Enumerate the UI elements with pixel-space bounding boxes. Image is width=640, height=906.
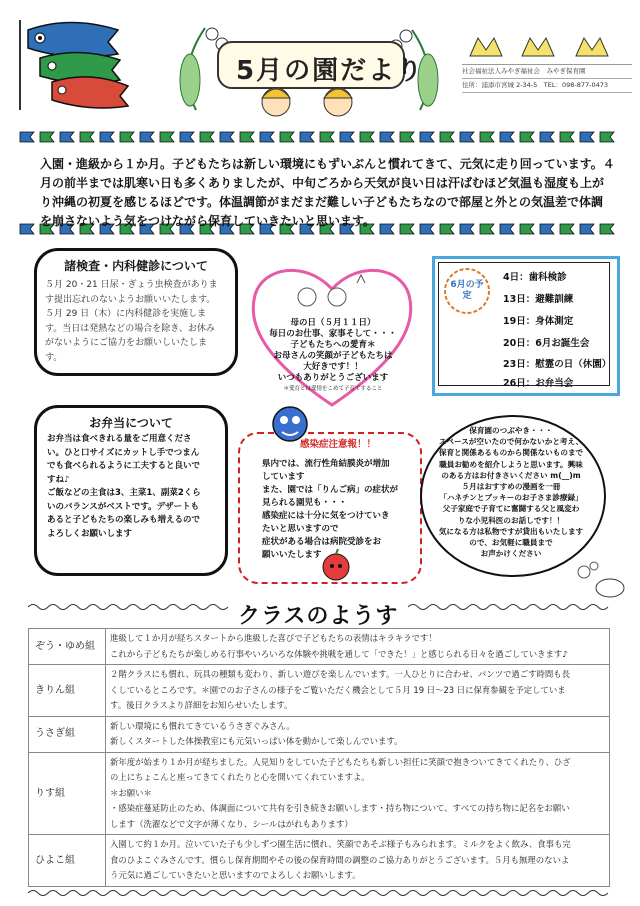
- small-flag-icon: [280, 132, 294, 142]
- class-line: ２階クラスにも慣れ、玩具の種類も変わり、新しい遊びを楽しんでいます。一人ひとりに合わせ、パンツで過ごす時間も長: [110, 669, 570, 679]
- voice-line: 「ハネチンとブッキーのお子さま診療録」: [439, 493, 583, 503]
- class-desc: [106, 665, 610, 717]
- class-name: ひよこ組: [29, 835, 106, 887]
- small-flag-icon: [600, 132, 614, 142]
- org-info: [462, 64, 632, 93]
- header: [0, 0, 640, 130]
- small-flag-icon: [40, 132, 54, 142]
- small-flag-icon: [220, 132, 234, 142]
- nursery-voice-text: [436, 425, 586, 559]
- class-line: ＊お願い＊: [110, 787, 152, 798]
- small-flag-icon: [540, 132, 554, 142]
- class-line: これから子どもたちが楽しめる行事やいろいろな体験や挑戦を通して「できた！」と感じられる日々を過ごしていきます♪: [110, 648, 568, 659]
- infection-title: 感染症注意報！！: [300, 439, 377, 450]
- small-flag-icon: [560, 132, 574, 142]
- small-flag-icon: [400, 132, 414, 142]
- class-desc: [106, 835, 610, 887]
- small-flag-icon: [20, 224, 34, 234]
- class-name: りす組: [29, 752, 106, 835]
- class-line: くしているところです。＊園でのお子さんの様子をご覧いただく機会として５月 19 日～23 日に保育参観を予定していま: [110, 684, 566, 695]
- table-row: [29, 716, 610, 752]
- small-flag-icon: [120, 132, 134, 142]
- mothers-day-title: 母の日（５月１１日）: [290, 318, 376, 328]
- infection-line: 願いいたします: [262, 550, 322, 560]
- lunch-line: いのバランスがベストです。デザートも: [47, 501, 200, 512]
- lunch-line: お弁当は食べきれる量をご用意くださ: [47, 434, 192, 444]
- class-desc: [106, 716, 610, 752]
- class-line: す。後日クラスより詳細をお知らせいたします。: [110, 700, 293, 710]
- lunch-line: でも食べられるように工夫すると良いで: [47, 461, 201, 471]
- mothers-day-note: ＊愛育とは愛情をこめて子育てすること: [283, 386, 383, 392]
- infection-line: 県内では、流行性角結膜炎が増加: [262, 459, 390, 469]
- small-flag-icon: [140, 132, 154, 142]
- class-line: 食のひよこぐみさんです。慣らし保育期間やその後の保育時間の調整のご協力ありがとうございます。５月も無理のないよ: [110, 854, 570, 865]
- table-row: [29, 752, 610, 835]
- mothers-day-line: 大好きです！！: [303, 362, 363, 372]
- class-table: [28, 628, 610, 887]
- class-line: 進級して１か月が経ちスタートから進級した喜びで子どもたちの表情はキラキラです！: [110, 633, 437, 643]
- class-name: きりん組: [29, 665, 106, 717]
- voice-line: スペースが空いたので何かないかと考え、: [438, 437, 584, 447]
- lunch-line: すね♪: [47, 474, 70, 485]
- lunch-line: あると子どもたちの楽しみも増えるので: [47, 515, 201, 525]
- table-row: [29, 629, 610, 665]
- table-row: [29, 835, 610, 887]
- schedule-badge: 6月の予定: [450, 280, 484, 301]
- small-flag-icon: [380, 132, 394, 142]
- infection-line: 見られる園児も・・・: [262, 498, 348, 508]
- small-flag-icon: [520, 132, 534, 142]
- apple-character-icon: [318, 548, 354, 582]
- small-flag-icon: [360, 132, 374, 142]
- schedule-item: 26日：お弁当会: [503, 378, 574, 389]
- voice-line: ５月はおすすめの漫画を一冊: [461, 482, 561, 492]
- class-line: 新しい環境にも慣れてきているうさぎぐみさん。: [110, 720, 295, 731]
- class-name: ぞう・ゆめ組: [29, 629, 106, 665]
- small-flag-icon: [180, 132, 194, 142]
- small-flag-icon: [200, 132, 214, 142]
- voice-line: 職員お勧めを紹介しようと思います。興味: [439, 459, 583, 469]
- health-line: す提出忘れのないようお願いいたします。: [45, 294, 216, 305]
- class-line: う元気に過ごしていきたいと思いますのでよろしくお願いします。: [110, 870, 361, 880]
- health-line: ５月 29 日（木）に内科健診を実施しま: [45, 309, 207, 319]
- lunch-line: ご飯などの主食は3、主菜1、副菜2くら: [47, 488, 201, 498]
- class-line: 新年度が始まり１か月が経ちました。人見知りをしていた子どもたちも新しい担任に笑顔で抱きついてきてくれたり、ひざ: [110, 756, 571, 767]
- voice-line: ので、お気軽に職員まで: [469, 538, 553, 548]
- small-flag-icon: [100, 132, 114, 142]
- small-flag-icon: [480, 132, 494, 142]
- health-line: す。: [45, 352, 63, 363]
- voice-line: のある方はお付きさいください m(__)m: [441, 470, 581, 480]
- small-flag-icon: [500, 132, 514, 142]
- small-flag-icon: [460, 132, 474, 142]
- flag-border-top: [0, 128, 640, 144]
- mothers-day-line: お母さんの笑顔が子どもたちは: [273, 351, 393, 361]
- page-title: 5月の園だより: [236, 56, 425, 86]
- health-line: がないようにご協力をお願いしいたしま: [45, 338, 208, 348]
- voice-line: 気になる方は私物ですが貸出もいたします: [438, 526, 584, 536]
- small-flag-icon: [320, 132, 334, 142]
- class-line: します（洗濯などで文字が薄くなり、シールはがれもあります）: [110, 818, 353, 829]
- small-flag-icon: [300, 132, 314, 142]
- infection-line: 症状がある場合は病院受診をお: [262, 537, 382, 547]
- infection-text: [262, 458, 412, 562]
- schedule-item: 13日：避難訓練: [503, 294, 574, 305]
- lunch-box: [34, 405, 228, 576]
- class-desc: [106, 629, 610, 665]
- schedule-item: 19日：身体測定: [503, 316, 574, 327]
- small-flag-icon: [440, 132, 454, 142]
- lunch-title: お弁当について: [89, 416, 173, 430]
- class-section-title: クラスのようす: [238, 604, 399, 629]
- voice-line: 保育と関係あるものから関係ないものまで: [438, 448, 584, 458]
- voice-line: お声かけください: [480, 549, 542, 559]
- infection-line: また、園では「りんご病」の症状が: [262, 485, 399, 495]
- schedule-item: 4日：歯科検診: [503, 272, 567, 283]
- lunch-line: い。ひと口サイズにカットし手でつまん: [47, 447, 200, 458]
- class-line: 新しくスタートした体操教室にも元気いっぱい体を動かして楽しんでいます。: [110, 736, 403, 746]
- small-flag-icon: [60, 132, 74, 142]
- health-line: す。当日は発熱などの場合を除き、お休み: [45, 323, 215, 334]
- intro-text: 入園・進級から１か月。子どもたちは新しい環境にもずいぶんと慣れてきて、元気に走り回っています。４月の前半までは肌寒い日も多くありましたが、中旬ごろから天気が良い日は汗ばむほど気温も湿度も上がり沖縄の初夏を感じるほどです。体温調節がまだまだ難しい子どもたちなので部屋と外との気温差で体調を崩さないよう気をつけながら保育していきたいと思います。: [40, 157, 615, 228]
- class-line: 入園して約１か月。泣いていた子も少しずつ園生活に慣れ、笑顔であそぶ様子もみられます。ミルクをよく飲み、食事も完: [110, 839, 571, 849]
- small-flag-icon: [160, 132, 174, 142]
- small-flag-icon: [580, 132, 594, 142]
- mothers-day-line: いつもありがとうございます: [277, 373, 389, 383]
- health-line: ５月 20・21 日尿・ぎょう虫検査がありま: [45, 280, 218, 290]
- voice-line: 保育園のつぶやき・・・: [469, 426, 553, 435]
- voice-line: 父子家庭で子育てに奮闘する父と風変わ: [442, 504, 580, 514]
- table-row: [29, 665, 610, 717]
- mothers-day-message: [268, 318, 398, 395]
- small-flag-icon: [20, 132, 34, 142]
- mothers-day-line: 子どもたちへの愛育＊: [290, 340, 376, 350]
- schedule-item: 20日：6月お誕生会: [503, 338, 590, 349]
- koinobori-red-icon: [52, 77, 128, 108]
- children-icon: [262, 88, 352, 116]
- infection-line: 感染症には十分に気をつけていき: [262, 511, 390, 521]
- health-check-title: 諸検査・内科健診について: [64, 259, 208, 273]
- small-flag-icon: [260, 132, 274, 142]
- swirl-divider-bottom: [28, 888, 610, 898]
- class-desc: [106, 752, 610, 835]
- voice-line: りな小児科医のお話しです！！: [457, 515, 565, 525]
- small-flag-icon: [80, 132, 94, 142]
- mothers-day-line: 毎日のお仕事、家事そして・・・: [269, 329, 397, 339]
- class-name: うさぎ組: [29, 716, 106, 752]
- infection-line: たいと思いますので: [262, 524, 339, 534]
- small-flag-icon: [240, 132, 254, 142]
- health-check-box: [34, 248, 238, 376]
- lunch-line: よろしくお願いします: [47, 528, 133, 539]
- org-address: 住所：浦添市宮城 2-34-5 TEL：098-877-0473: [462, 79, 632, 93]
- koinobori-blue-icon: [28, 23, 118, 57]
- kabuto-helmet-icon: [470, 38, 608, 56]
- small-flag-icon: [340, 132, 354, 142]
- schedule-item: 23日：慰霊の日（休園）: [503, 359, 612, 370]
- class-line: の上にちょこんと座ってきてくれたりと心を開いてくれていますよ。: [110, 772, 370, 782]
- small-flag-icon: [420, 132, 434, 142]
- bubbles-cat-icon: [572, 560, 628, 600]
- infection-line: しています: [262, 472, 305, 482]
- class-line: ・感染症蔓延防止のため、体調面について共有を引き続きお願いします・持ち物について、すべての持ち物に記名をお願い: [110, 803, 570, 813]
- org-name: 社会福祉法人みやぎ福祉会 みやぎ保育園: [462, 65, 632, 79]
